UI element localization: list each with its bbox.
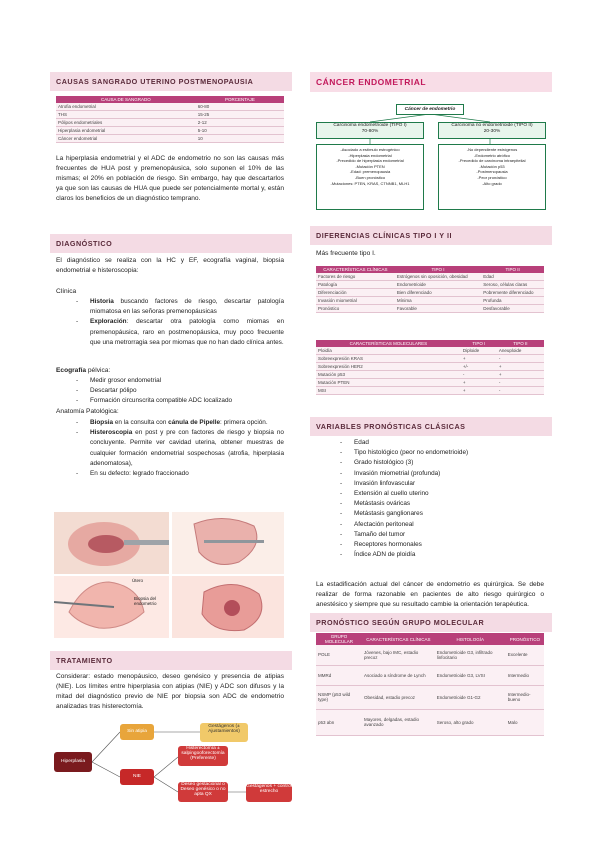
table-cell: Favorable (395, 305, 481, 313)
table-row (316, 387, 544, 395)
list-item: - Índice ADN de ploidía (354, 550, 544, 560)
feature-line: -Mutación p53 (479, 163, 505, 169)
feature-line: -Peor pronóstico (477, 174, 507, 180)
table-row (56, 119, 284, 127)
item-text: : descartar otra patología como miomas en premenopáusica, raro en postmenopáusica, muy poco frecuente que una metrorragia sea por miomas que no han dado clínica antes. (90, 318, 284, 346)
diagram-tipo2 (438, 122, 546, 139)
clinica-label: Clínica (56, 288, 77, 295)
flow-nie-option-2: Deseo gestacional o Deseo genésico o no apta QX (178, 782, 228, 802)
flow-nie-option-3: Gestágenos + control estrecho (246, 784, 292, 802)
table-header: CARACTERÍSTICAS CLÍNICAS (362, 633, 435, 645)
table-cell: +/- (461, 363, 497, 371)
list-item: - Formación circunscrita compatible ADC localizado (90, 396, 284, 406)
eco-label (56, 366, 284, 376)
variables-list (354, 438, 544, 560)
causas-table (56, 96, 284, 143)
table-cell: Invasión miometrial (316, 297, 395, 305)
table-cell: Aneuploide (497, 347, 544, 355)
feature-line: -Mutación PTEN (355, 163, 385, 169)
table-row (316, 273, 544, 281)
list-item (90, 317, 284, 348)
diagnostico-title: DIAGNÓSTICO (50, 234, 292, 253)
diferencias-title: DIFERENCIAS CLÍNICAS TIPO I Y II (310, 226, 552, 245)
table-cell: Excelente (506, 645, 544, 665)
table-cell: Asociado a síndrome de Lynch (362, 665, 435, 685)
table-cell: + (461, 387, 497, 395)
table-cell: POLE (316, 645, 362, 665)
causas-title: CAUSAS SANGRADO UTERINO POSTMENOPAUSIA (50, 72, 292, 91)
table-cell: Mínima (395, 297, 481, 305)
table-cell: Pronóstico (316, 305, 395, 313)
flow-sin-atipia: Sin atipia (120, 724, 154, 740)
table-row (316, 685, 544, 709)
diagnostico-intro: El diagnóstico se realiza con la HC y EF, ecografía vaginal, biopsia endometrial e histeroscopia: (56, 257, 284, 274)
table-cell: Diferenciación (316, 289, 395, 297)
list-item: - Medir grosor endometrial (90, 376, 284, 386)
variables-title: VARIABLES PRONÓSTICAS CLÁSICAS (310, 417, 552, 436)
list-item (90, 418, 284, 428)
table-cell: Profunda (481, 297, 544, 305)
flow-root: Hiperplasia (54, 752, 92, 772)
item-bold: Historia (90, 298, 114, 305)
table-cell: Malo (506, 709, 544, 735)
list-item: - Tipo histológico (peor no endometrioide) (354, 448, 544, 458)
eco-label-bold: Ecografía (56, 367, 87, 374)
table-row (316, 645, 544, 665)
table-cell: Factores de riesgo (316, 273, 395, 281)
table-cell: p53 abn (316, 709, 362, 735)
table-row (316, 355, 544, 363)
clinica-list (90, 297, 284, 348)
flow-nie: NIE (120, 769, 154, 785)
table-row (316, 363, 544, 371)
table-cell: 15-25 (196, 111, 284, 119)
table-cell: - (497, 379, 544, 387)
table-cell: Obesidad, estadio precoz (362, 685, 435, 709)
list-item: - Descartar pólipo (90, 386, 284, 396)
tratamiento-paragraph: Considerar: estado menopáusico, deseo genésico y presencia de atipias (NIE). Los límites entre hiperplasia con atipias (NIE) y ADC son difusos y la mitad del diagnóstico previo de NIE por biopsia son ADC de endometrio analizadas tras histerectomía. (56, 673, 284, 710)
item-text: en la consulta con (113, 419, 169, 426)
molecular-prognosis-table (316, 633, 544, 736)
feature-line: -Mutaciones: PTEN, KRAS, CTNNB1, MLH1 (330, 180, 410, 186)
table-cell: Jóvenes, bajo IMC, estadio precoz (362, 645, 435, 665)
table-row (316, 297, 544, 305)
table-row (316, 289, 544, 297)
table-row (56, 111, 284, 119)
table-cell: Intermedio-bueno (506, 685, 544, 709)
item-text: buscando factores de riesgo, descartar patología miomatosa en las señoras premenopáusicas (90, 298, 284, 316)
diagnostic-illustration (54, 512, 284, 638)
table-cell: Intermedio (506, 665, 544, 685)
table-cell: Ploidía (316, 347, 461, 355)
diferencias-subtitle: Más frecuente tipo I. (316, 250, 376, 257)
table-cell: THS (56, 111, 196, 119)
feature-line: -Edad: premenopausia (349, 169, 391, 175)
table-header: CARACTERÍSTICAS MOLECULARES (316, 340, 461, 347)
list-item: - Tamaño del tumor (354, 530, 544, 540)
table-cell: Endometrioide (395, 281, 481, 289)
feature-line: -No dependiente estrógenos (466, 147, 518, 152)
list-item: - En su defecto: legrado fraccionado (90, 469, 284, 479)
table-header: TIPO II (481, 266, 544, 273)
item-bold: Histeroscopia (90, 429, 133, 437)
table-row (316, 347, 544, 355)
cancer-title: CÁNCER ENDOMETRIAL (310, 72, 552, 92)
table-cell: Sobreexpresión KRAS (316, 355, 461, 363)
molecular-features-table (316, 340, 544, 395)
feature-line: -Alto grado (482, 180, 502, 186)
table-row (56, 135, 284, 143)
table-header: CARACTERÍSTICAS CLÍNICAS (316, 266, 395, 273)
table-cell: Endometrioide G1-G2 (435, 685, 506, 709)
table-cell: 10 (196, 135, 284, 143)
table-cell: Estrógenos sin oposición, obesidad (395, 273, 481, 281)
table-cell: Edad (481, 273, 544, 281)
eco-list (90, 376, 284, 407)
table-header: TIPO I (461, 340, 497, 347)
feature-line: -Asociado a estímulo estrogénico (340, 147, 400, 152)
tipo2-label: Carcinoma no endometrioide (TIPO II) (451, 123, 533, 128)
table-cell: Atrofia endometrial (56, 103, 196, 111)
table-cell: MMRd (316, 665, 362, 685)
table-row (316, 305, 544, 313)
uterus-drawings (54, 512, 284, 638)
tratamiento-title: TRATAMIENTO (50, 651, 292, 670)
table-cell: - (497, 355, 544, 363)
table-header: GRUPO MOLECULAR (316, 633, 362, 645)
list-item: - Receptores hormonales (354, 540, 544, 550)
table-header: PORCENTAJE (196, 96, 284, 103)
list-item: - Extensión al cuello uterino (354, 489, 544, 499)
table-row (56, 127, 284, 135)
tipo1-features (316, 144, 424, 210)
list-item: - Grado histológico (3) (354, 458, 544, 468)
item-bold: cánula de Pipelle (168, 419, 221, 426)
ap-label: Anatomía Patológica: (56, 408, 119, 415)
table-row (316, 371, 544, 379)
table-cell: Mutación p53 (316, 371, 461, 379)
table-cell: Patología (316, 281, 395, 289)
tipo2-features (438, 144, 546, 210)
table-cell: Diploide (461, 347, 497, 355)
table-cell: + (461, 355, 497, 363)
eco-label-suffix: pélvica: (86, 367, 111, 374)
table-cell: Seroso, células claras (481, 281, 544, 289)
tipo1-label: Carcinoma endometrioide (TIPO I) (333, 123, 407, 128)
diagram-root: Cáncer de endometrio (396, 104, 464, 115)
list-item: - Invasión linfovascular (354, 479, 544, 489)
table-cell: MSI (316, 387, 461, 395)
variables-paragraph: La estadificación actual del cáncer de endometrio es quirúrgica. Se debe realizar de forma razonable en pacientes de alto riesgo quirúrgico o anestésico y siempre que su resultado cambie la orientación terapéutica. (316, 581, 544, 608)
ap-list (90, 418, 284, 479)
table-row (56, 103, 284, 111)
table-header: TIPO II (497, 340, 544, 347)
tipo2-percent: 20-30% (483, 129, 501, 134)
table-row (316, 665, 544, 685)
table-cell: Seroso, alto grado (435, 709, 506, 735)
table-cell: + (497, 371, 544, 379)
causas-paragraph: La hiperplasia endometrial y el ADC de endometrio no son las causas más frecuentes de HUA post y premenopáusica, solo suponen el 10% de las mismas; el 20% en población de riesgo. Sin embargo, hay que descartarlos ya que son las causas de HUA que puede ser potencialmente mortal y, están claros los beneficios de un diagnóstico temprano. (56, 155, 284, 202)
treatment-flowchart (50, 722, 292, 802)
flow-nie-option-1: Histerectomía ± salpingooforectomía (Preferente) (178, 746, 228, 766)
table-cell: - (461, 371, 497, 379)
table-cell: + (497, 363, 544, 371)
table-header: TIPO I (395, 266, 481, 273)
molecular-title: PRONÓSTICO SEGÚN GRUPO MOLECULAR (310, 613, 552, 632)
feature-line: -Precedido de carcinoma intraepitelial (458, 158, 526, 164)
feature-line: -Buen pronóstico (354, 174, 386, 180)
list-item: - Invasión miometrial (profunda) (354, 469, 544, 479)
figure-label: Biopsia del endometrio (134, 596, 157, 606)
table-cell: Endometrioide G3, infiltrado linfocitario (435, 645, 506, 665)
figure-label: Útero (132, 578, 144, 583)
table-cell: Endometrioide G3, LVSI (435, 665, 506, 685)
table-header: HISTOLOGÍA (435, 633, 506, 645)
feature-line: -Hiperplasia endometrial (348, 152, 392, 158)
table-cell: Mutación PTEN (316, 379, 461, 387)
feature-line: -Postmenopausia (476, 169, 508, 175)
item-bold: Exploración (90, 318, 127, 326)
diagram-tipo1 (316, 122, 424, 139)
list-item: - Metástasis ganglionares (354, 509, 544, 519)
item-text: : primera opción. (220, 419, 268, 426)
table-row (316, 281, 544, 289)
item-bold: Biopsia (90, 419, 114, 426)
feature-line: -Precedido de hiperplasia endometrial (336, 158, 404, 164)
list-item: - Afectación peritoneal (354, 520, 544, 530)
table-cell: + (461, 379, 497, 387)
table-cell: Mayores, delgadas, estadio avanzado (362, 709, 435, 735)
table-cell: Cáncer endometrial (56, 135, 196, 143)
table-cell: Sobreexpresión HER2 (316, 363, 461, 371)
table-row (316, 709, 544, 735)
table-cell: Desfavorable (481, 305, 544, 313)
clinical-table (316, 266, 544, 313)
item-text: en post y pre con factores de riesgo y biopsia no concluyente. Permite ver cavidad uterina, obtener muestras de cualquier formación endometrial sospechosas (atrofia, hiperplasia adenomatosa), (90, 429, 284, 467)
list-item (90, 428, 284, 469)
table-header: CAUSA DE SANGRADO (56, 96, 196, 103)
feature-line: -Endometrio atrófico (473, 152, 510, 158)
flow-gestagenos: Gestágenos (± Ajustamientos) (200, 723, 248, 742)
tipo1-percent: 70-80% (361, 129, 379, 134)
table-cell: 60-80 (196, 103, 284, 111)
list-item: - Metástasis ováricas (354, 499, 544, 509)
table-cell: 2-12 (196, 119, 284, 127)
table-cell: NSMP (p53 wild type) (316, 685, 362, 709)
table-row (316, 379, 544, 387)
list-item (90, 297, 284, 317)
table-cell: Bien diferenciado (395, 289, 481, 297)
table-header: PRONÓSTICO (506, 633, 544, 645)
table-cell: 5-10 (196, 127, 284, 135)
table-cell: Pólipos endometriales (56, 119, 196, 127)
cancer-diagram (310, 100, 552, 210)
table-cell: - (497, 387, 544, 395)
list-item: - Edad (354, 438, 544, 448)
table-cell: Pobremente diferenciado (481, 289, 544, 297)
table-cell: Hiperplasia endometrial (56, 127, 196, 135)
